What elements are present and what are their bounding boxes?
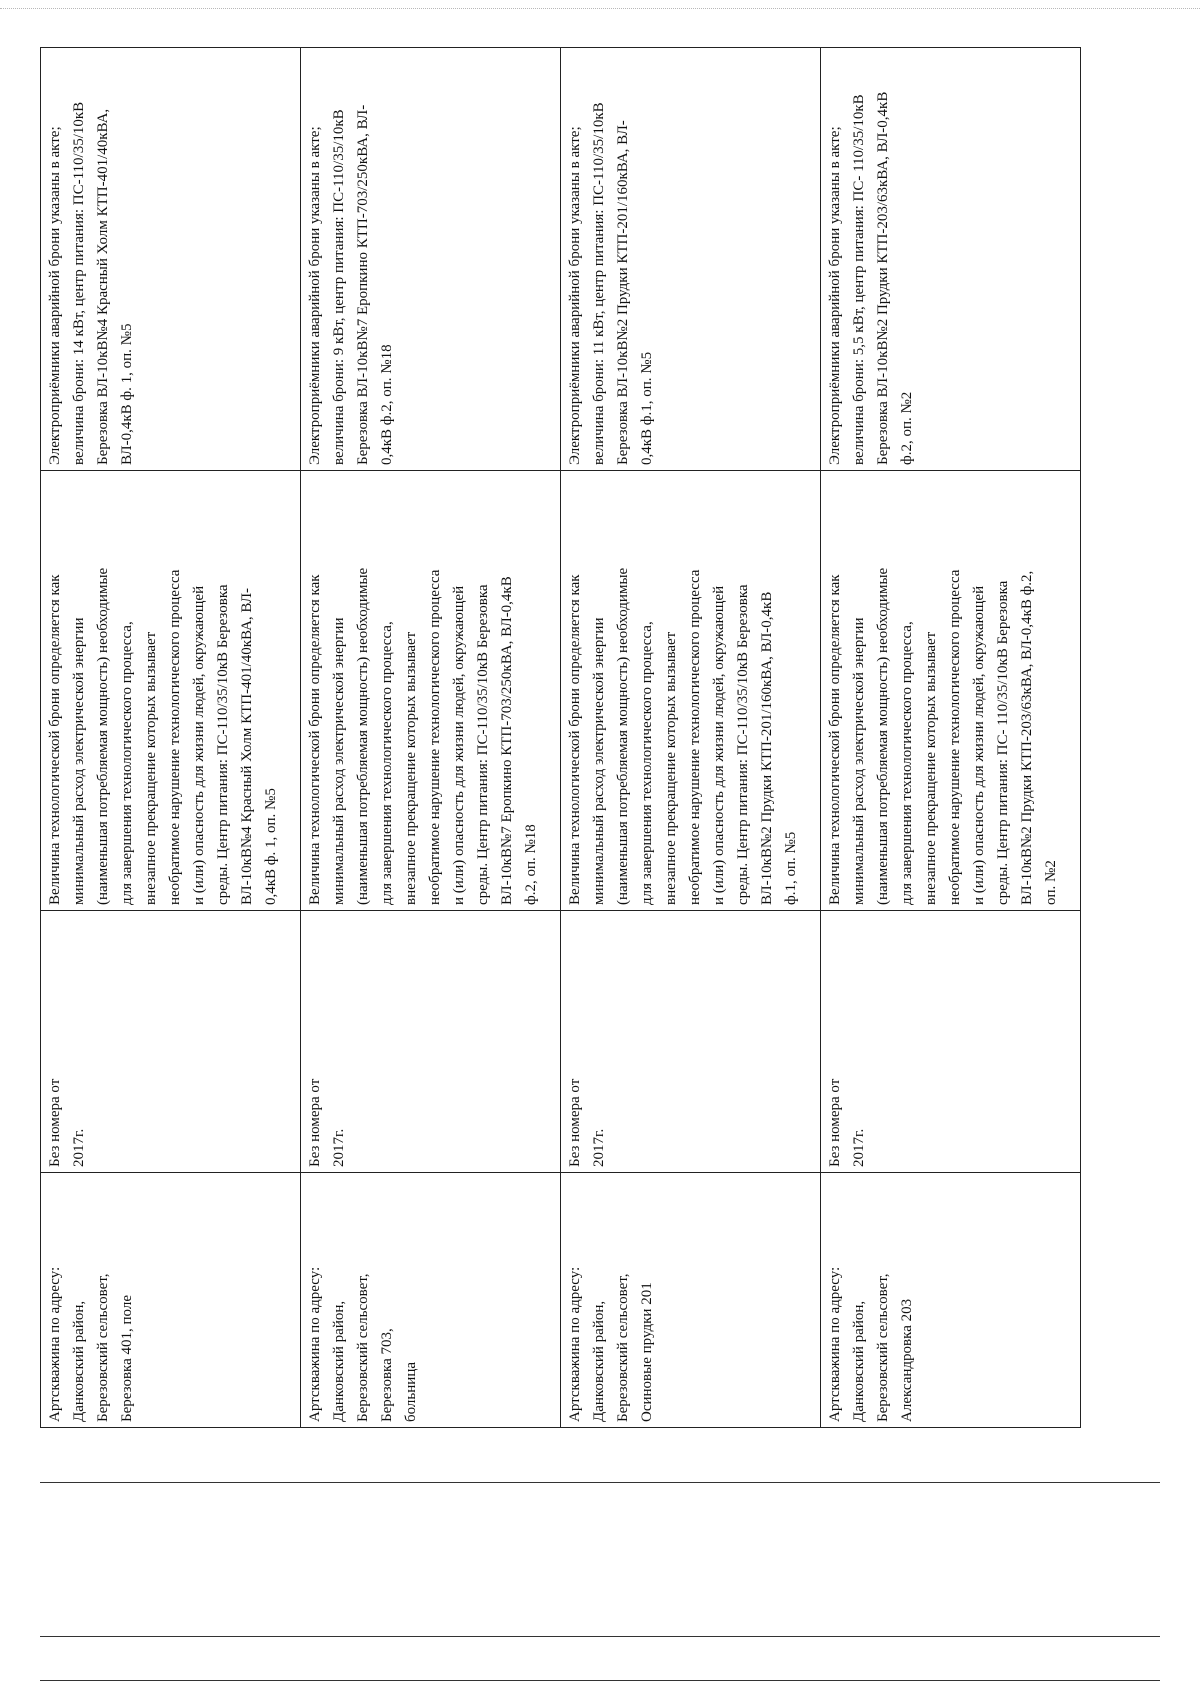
reserve-calculation-cell: Величина технологической брони определяется как минимальный расход электрической энергии (наименьшая потребляемая мощность) необходимые для завершения технологического процесса, внезапное прекращение которых вызывает необратимое нарушение технологического процесса и (или) опасность для жизни людей, окружающей среды. Центр питания: ПС-110/35/10кВ Березовка ВЛ-10кВ№7 Еропкино КТП-703/250кВА, ВЛ-0,4кВ ф.2, оп. №18 <box>301 471 561 911</box>
table-row <box>821 48 1081 1428</box>
reserve-list-cell: Электроприёмники аварийной брони указаны в акте; величина брони: 5,5 кВт, центр питания: ПС- 110/35/10кВ Березовка ВЛ-10кВ№2 Прудки КТП-203/63кВА, ВЛ-0,4кВ ф.2, оп. №2 <box>821 48 1081 471</box>
reserve-list-cell: Электроприёмники аварийной брони указаны в акте; величина брони: 9 кВт, центр питания: ПС-110/35/10кВ Березовка ВЛ-10кВ№7 Еропкино КТП-703/250кВА, ВЛ- 0,4кВ ф.2, оп. №18 <box>301 48 561 471</box>
signature-line-2 <box>40 1636 1160 1637</box>
reserve-list-cell: Электроприёмники аварийной брони указаны в акте; величина брони: 14 кВт, центр питания: ПС-110/35/10кВ Березовка ВЛ-10кВ№4 Красный Холм КТП-401/40кВА, ВЛ-0,4кВ ф. 1, оп. №5 <box>41 48 301 471</box>
reserve-calculation-cell: Величина технологической брони определяется как минимальный расход электрической энергии (наименьшая потребляемая мощность) необходимые для завершения технологического процесса, внезапное прекращение которых вызывает необратимое нарушение технологического процесса и (или) опасность для жизни людей, окружающей среды. Центр питания: ПС-110/35/10кВ Березовка ВЛ-10кВ№2 Прудки КТП-201/160кВА, ВЛ-0,4кВ ф.1, оп. №5 <box>561 471 821 911</box>
act-number-cell: Без номера от 2017г. <box>561 911 821 1173</box>
reserve-calculation-cell: Величина технологической брони определяется как минимальный расход электрической энергии (наименьшая потребляемая мощность) необходимые для завершения технологического процесса, внезапное прекращение которых вызывает необратимое нарушение технологического процесса и (или) опасность для жизни людей, окружающей среды. Центр питания: ПС- 110/35/10кВ Березовка ВЛ-10кВ№2 Прудки КТП-203/63кВА, ВЛ-0,4кВ ф.2, оп. №2 <box>821 471 1081 911</box>
object-address-cell: Артскважина по адресу: Данковский район, Березовский сельсовет, Александровка 203 <box>821 1173 1081 1428</box>
emergency-reserve-table <box>40 47 1081 1428</box>
table-row <box>301 48 561 1428</box>
object-address-cell: Артскважина по адресу: Данковский район, Березовский сельсовет, Осиновые прудки 201 <box>561 1173 821 1428</box>
object-address-cell: Артскважина по адресу: Данковский район, Березовский сельсовет, Березовка 401, поле <box>41 1173 301 1428</box>
rotated-table-wrapper <box>40 48 1081 1428</box>
signature-line-1 <box>40 1482 1160 1483</box>
act-number-cell: Без номера от 2017г. <box>41 911 301 1173</box>
table-row <box>561 48 821 1428</box>
act-number-cell: Без номера от 2017г. <box>301 911 561 1173</box>
reserve-calculation-cell: Величина технологической брони определяется как минимальный расход электрической энергии (наименьшая потребляемая мощность) необходимые для завершения технологического процесса, внезапное прекращение которых вызывает необратимое нарушение технологического процесса и (или) опасность для жизни людей, окружающей среды. Центр питания: ПС-110/35/10кВ Березовка ВЛ-10кВ№4 Красный Холм КТП-401/40кВА, ВЛ- 0,4кВ ф. 1, оп. №5 <box>41 471 301 911</box>
scan-top-edge <box>0 8 1200 9</box>
reserve-list-cell: Электроприёмники аварийной брони указаны в акте; величина брони: 11 кВт, центр питания: ПС-110/35/10кВ Березовка ВЛ-10кВ№2 Прудки КТП-201/160кВА, ВЛ- 0,4кВ ф.1, оп. №5 <box>561 48 821 471</box>
signature-line-3 <box>40 1680 1160 1681</box>
object-address-cell: Артскважина по адресу: Данковский район, Березовский сельсовет, Березовка 703, больница <box>301 1173 561 1428</box>
table-row <box>41 48 301 1428</box>
act-number-cell: Без номера от 2017г. <box>821 911 1081 1173</box>
